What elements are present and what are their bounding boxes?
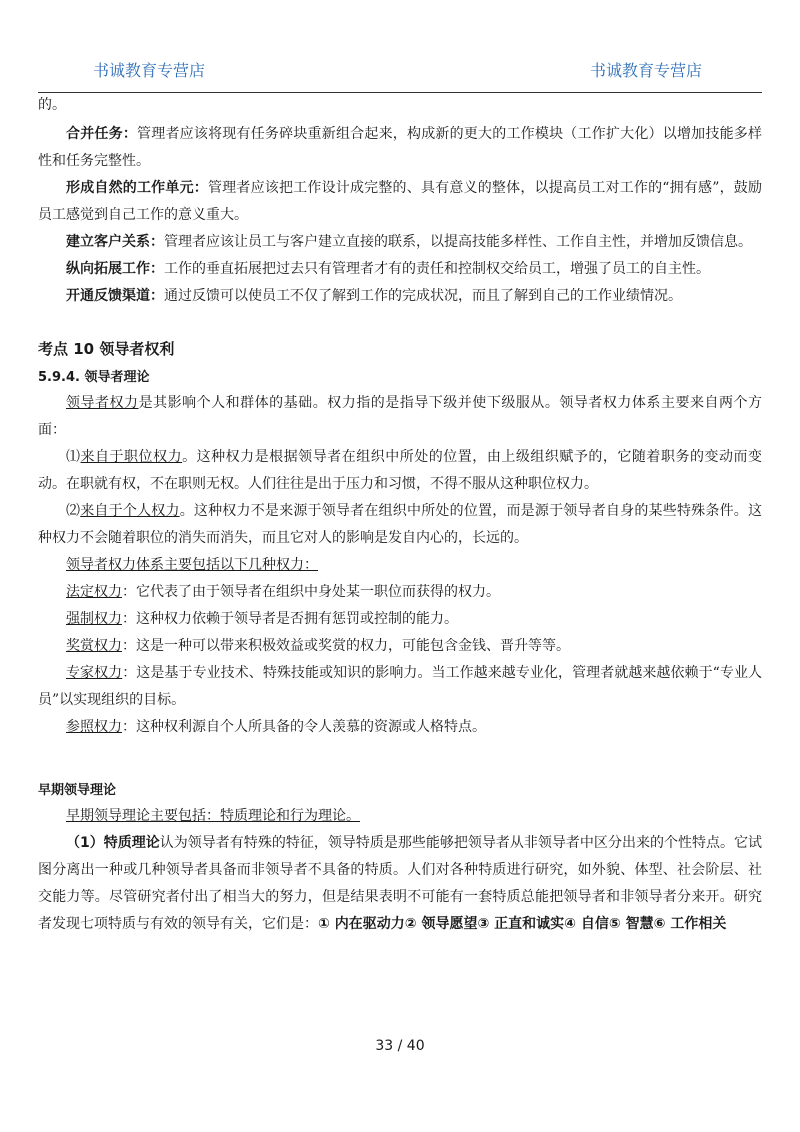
early-theory-intro	[38, 803, 762, 830]
task-text: 管理者应该将现有任务碎块重新组合起来，构成新的更大的工作模块（工作扩大化）以增加技能多样性和任务完整性。	[38, 126, 763, 169]
power-type	[38, 660, 762, 714]
task-text: 工作的垂直拓展把过去只有管理者才有的责任和控制权交给员工，增强了员工的自主性。	[164, 261, 710, 277]
brand-right: 书诚教育专营店	[589, 61, 702, 80]
power-type-text: ：这种权力依赖于领导者是否拥有惩罚或控制的能力。	[122, 611, 458, 627]
source-term: 来自于职位权力	[80, 449, 183, 465]
task-term: 纵向拓展工作：	[66, 261, 164, 277]
trait-theory-paragraph	[38, 830, 762, 938]
power-intro-term: 领导者权力	[66, 395, 139, 411]
power-type	[38, 579, 762, 606]
power-list-intro	[38, 552, 762, 579]
task-paragraph	[38, 283, 762, 310]
trait-list: ① 内在驱动力② 领导愿望③ 正直和诚实④ 自信⑤ 智慧⑥ 工作相关	[318, 916, 727, 932]
power-type-text: ：它代表了由于领导者在组织中身处某一职位而获得的权力。	[122, 584, 500, 600]
task-paragraph	[38, 175, 762, 229]
section-title: 考点 10 领导者权利	[38, 340, 175, 358]
page-number: 33 / 40	[375, 1038, 425, 1054]
task-paragraph	[38, 229, 762, 256]
power-type-text: ：这是基于专业技术、特殊技能或知识的影响力。当工作越来越专业化，管理者就越来越依赖于“专业人员”以实现组织的目标。	[38, 665, 763, 708]
brand-left: 书诚教育专营店	[93, 61, 206, 80]
power-type	[38, 633, 762, 660]
power-intro-text: 是其影响个人和群体的基础。权力指的是指导下级并使下级服从。领导者权力体系主要来自两个方面：	[38, 395, 763, 438]
page-header	[38, 56, 762, 93]
power-source-2	[38, 498, 762, 552]
power-intro	[38, 390, 762, 444]
power-type-text: ：这种权利源自个人所具备的令人羡慕的资源或人格特点。	[122, 719, 486, 735]
power-type-text: ：这是一种可以带来积极效益或奖赏的权力，可能包含金钱、晋升等等。	[122, 638, 570, 654]
early-theory-title: 早期领导理论	[38, 783, 117, 798]
power-type-term: 强制权力	[66, 611, 122, 627]
source-term: 来自于个人权力	[80, 503, 180, 519]
page-content	[38, 92, 762, 938]
source-text: 。这种权力不是来源于领导者在组织中所处的位置，而是源于领导者自身的某些特殊条件。这种权力不会随着职位的消失而消失，而且它对人的影响是发自内心的，长远的。	[38, 503, 763, 546]
power-type-term: 专家权力	[66, 665, 123, 681]
task-text: 通过反馈可以使员工不仅了解到工作的完成状况，而且了解到自己的工作业绩情况。	[164, 288, 682, 304]
task-paragraph	[38, 121, 762, 175]
task-term: 合并任务：	[66, 126, 138, 142]
task-term: 开通反馈渠道：	[66, 288, 164, 304]
task-paragraph	[38, 256, 762, 283]
early-theory-intro-text: 早期领导理论主要包括：特质理论和行为理论。	[66, 808, 360, 824]
source-number: ⑵	[66, 503, 81, 519]
intro-tail: 的。	[38, 97, 66, 113]
trait-theory-text: 认为领导者有特殊的特征，领导特质是那些能够把领导者从非领导者中区分出来的个性特点。它试图分离出一种或几种领导者具备而非领导者不具备的特质。人们对各种特质进行研究，如外貌、体型、社会阶层、社交能力等。尽管研究者付出了相当大的努力，但是结果表明不可能有一套特质总能把领导者和非领导者分来开。研究者发现七项特质与有效的领导有关，它们是：	[38, 835, 762, 932]
source-text: 。这种权力是根据领导者在组织中所处的位置，由上级组织赋予的，它随着职务的变动而变动。在职就有权，不在职则无权。人们往往是出于压力和习惯，不得不服从这种职位权力。	[38, 449, 763, 492]
section-subtitle: 5.9.4. 领导者理论	[38, 370, 150, 385]
task-term: 建立客户关系：	[66, 234, 164, 250]
power-type	[38, 606, 762, 633]
source-number: ⑴	[66, 449, 81, 465]
task-term: 形成自然的工作单元：	[66, 180, 208, 196]
power-type-term: 法定权力	[66, 584, 122, 600]
power-list-intro-text: 领导者权力体系主要包括以下几种权力：	[66, 557, 318, 573]
task-text: 管理者应该让员工与客户建立直接的联系，以提高技能多样性、工作自主性，并增加反馈信息。	[164, 234, 752, 250]
power-type	[38, 714, 762, 741]
power-source-1	[38, 444, 762, 498]
power-type-term: 参照权力	[66, 719, 122, 735]
task-text: 管理者应该把工作设计成完整的、具有意义的整体，以提高员工对工作的“拥有感”，鼓励员工感觉到自己工作的意义重大。	[38, 180, 763, 223]
power-type-term: 奖赏权力	[66, 638, 122, 654]
trait-theory-term: （1）特质理论	[66, 835, 160, 851]
